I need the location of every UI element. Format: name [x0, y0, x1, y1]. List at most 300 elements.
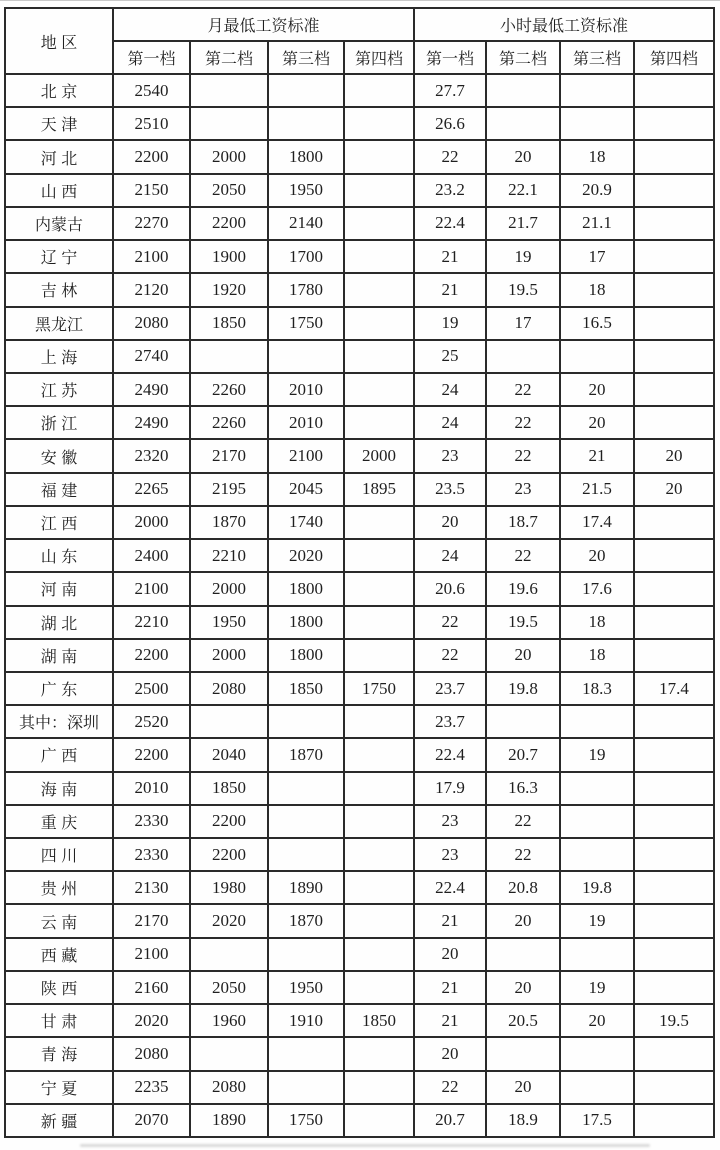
monthly-value-cell	[344, 240, 414, 273]
hourly-value-cell	[560, 1071, 634, 1104]
table-row	[5, 705, 714, 738]
monthly-value-cell: 1895	[344, 473, 414, 506]
hourly-value-cell: 20.8	[486, 871, 560, 904]
hourly-value-cell: 22	[414, 140, 486, 173]
monthly-value-cell	[190, 340, 268, 373]
table-row	[5, 74, 714, 107]
table-row	[5, 738, 714, 771]
hourly-value-cell	[634, 406, 714, 439]
monthly-value-cell: 2510	[113, 107, 190, 140]
monthly-value-cell: 1900	[190, 240, 268, 273]
region-cell: 新 疆	[5, 1104, 113, 1137]
hourly-value-cell: 18	[560, 140, 634, 173]
hourly-value-cell: 20.6	[414, 572, 486, 605]
region-cell: 四 川	[5, 838, 113, 871]
monthly-value-cell: 2330	[113, 805, 190, 838]
hourly-value-cell: 22.4	[414, 207, 486, 240]
region-cell: 广 东	[5, 672, 113, 705]
hourly-value-cell: 20	[560, 406, 634, 439]
hourly-value-cell: 18.3	[560, 672, 634, 705]
hourly-value-cell	[634, 307, 714, 340]
hourly-value-cell	[486, 107, 560, 140]
monthly-value-cell: 1920	[190, 273, 268, 306]
monthly-value-cell: 1870	[268, 904, 344, 937]
hourly-value-cell: 19.8	[486, 672, 560, 705]
monthly-value-cell	[344, 207, 414, 240]
table-row	[5, 506, 714, 539]
hourly-value-cell: 20	[560, 373, 634, 406]
monthly-value-cell: 2200	[113, 639, 190, 672]
region-cell: 湖 北	[5, 606, 113, 639]
monthly-value-cell	[344, 174, 414, 207]
hourly-value-cell	[634, 539, 714, 572]
hourly-value-cell	[486, 74, 560, 107]
hourly-value-cell: 20.7	[414, 1104, 486, 1137]
monthly-value-cell	[268, 1071, 344, 1104]
hourly-value-cell: 21	[414, 1004, 486, 1037]
hourly-value-cell	[634, 871, 714, 904]
table-row	[5, 107, 714, 140]
monthly-value-cell: 1850	[344, 1004, 414, 1037]
table-row	[5, 174, 714, 207]
monthly-value-cell: 1950	[190, 606, 268, 639]
hourly-value-cell: 20.7	[486, 738, 560, 771]
monthly-value-cell: 2080	[113, 307, 190, 340]
monthly-value-cell: 2260	[190, 406, 268, 439]
hourly-value-cell: 18.7	[486, 506, 560, 539]
monthly-value-cell: 2320	[113, 439, 190, 472]
hourly-value-cell: 20	[414, 938, 486, 971]
hourly-value-cell: 22	[486, 373, 560, 406]
monthly-value-cell: 1750	[268, 1104, 344, 1137]
monthly-value-cell	[190, 107, 268, 140]
hourly-value-cell: 26.6	[414, 107, 486, 140]
monthly-value-cell	[190, 938, 268, 971]
hourly-tier2-header: 第二档	[486, 41, 560, 74]
table-row	[5, 406, 714, 439]
monthly-value-cell: 2540	[113, 74, 190, 107]
monthly-value-cell: 2000	[344, 439, 414, 472]
monthly-value-cell: 2500	[113, 672, 190, 705]
table-row	[5, 871, 714, 904]
table-row	[5, 772, 714, 805]
hourly-value-cell	[634, 639, 714, 672]
hourly-value-cell: 24	[414, 406, 486, 439]
monthly-value-cell	[190, 705, 268, 738]
monthly-tier4-header: 第四档	[344, 41, 414, 74]
table-row	[5, 672, 714, 705]
hourly-value-cell	[634, 838, 714, 871]
hourly-value-cell	[634, 971, 714, 1004]
region-cell: 西 藏	[5, 938, 113, 971]
monthly-value-cell: 2080	[190, 1071, 268, 1104]
monthly-value-cell	[344, 904, 414, 937]
region-cell: 黑龙江	[5, 307, 113, 340]
hourly-tier3-header: 第三档	[560, 41, 634, 74]
hourly-value-cell: 23	[414, 805, 486, 838]
monthly-value-cell: 2160	[113, 971, 190, 1004]
hourly-value-cell	[560, 705, 634, 738]
monthly-value-cell: 1890	[268, 871, 344, 904]
monthly-value-cell: 2045	[268, 473, 344, 506]
monthly-value-cell	[344, 838, 414, 871]
hourly-value-cell: 19	[560, 738, 634, 771]
monthly-value-cell	[344, 639, 414, 672]
hourly-value-cell: 20	[486, 971, 560, 1004]
hourly-value-cell: 21	[414, 273, 486, 306]
monthly-value-cell	[344, 705, 414, 738]
hourly-value-cell: 20	[634, 473, 714, 506]
monthly-value-cell	[344, 606, 414, 639]
monthly-value-cell	[344, 506, 414, 539]
monthly-value-cell	[344, 273, 414, 306]
hourly-value-cell: 19.5	[486, 606, 560, 639]
monthly-value-cell: 1700	[268, 240, 344, 273]
hourly-value-cell: 19	[486, 240, 560, 273]
monthly-value-cell: 2080	[113, 1037, 190, 1070]
monthly-tier1-header: 第一档	[113, 41, 190, 74]
monthly-value-cell	[268, 340, 344, 373]
monthly-value-cell: 2260	[190, 373, 268, 406]
monthly-value-cell: 2150	[113, 174, 190, 207]
hourly-value-cell: 17.4	[560, 506, 634, 539]
hourly-value-cell: 17	[486, 307, 560, 340]
hourly-value-cell: 23.7	[414, 672, 486, 705]
table-row	[5, 307, 714, 340]
region-cell: 河 北	[5, 140, 113, 173]
hourly-value-cell: 20.9	[560, 174, 634, 207]
monthly-value-cell	[268, 705, 344, 738]
hourly-value-cell	[634, 805, 714, 838]
hourly-value-cell: 19.5	[486, 273, 560, 306]
monthly-value-cell: 2200	[113, 738, 190, 771]
hourly-value-cell	[634, 1071, 714, 1104]
region-cell: 海 南	[5, 772, 113, 805]
monthly-value-cell: 2120	[113, 273, 190, 306]
hourly-value-cell: 19	[414, 307, 486, 340]
monthly-value-cell: 2200	[190, 838, 268, 871]
hourly-value-cell	[634, 772, 714, 805]
table-row	[5, 938, 714, 971]
monthly-value-cell: 2010	[113, 772, 190, 805]
monthly-value-cell: 2040	[190, 738, 268, 771]
region-cell: 内蒙古	[5, 207, 113, 240]
monthly-value-cell	[344, 107, 414, 140]
hourly-value-cell	[634, 207, 714, 240]
hourly-value-cell	[486, 705, 560, 738]
hourly-value-cell: 22	[414, 639, 486, 672]
monthly-tier3-header: 第三档	[268, 41, 344, 74]
table-row	[5, 572, 714, 605]
hourly-value-cell: 19	[560, 971, 634, 1004]
monthly-value-cell: 1800	[268, 572, 344, 605]
monthly-value-cell: 2490	[113, 406, 190, 439]
monthly-value-cell: 2235	[113, 1071, 190, 1104]
monthly-value-cell	[344, 805, 414, 838]
table-header	[5, 8, 714, 74]
monthly-value-cell	[344, 539, 414, 572]
monthly-value-cell: 1850	[190, 772, 268, 805]
monthly-value-cell	[344, 871, 414, 904]
region-column-header: 地 区	[5, 8, 113, 74]
monthly-value-cell	[344, 572, 414, 605]
monthly-value-cell: 2270	[113, 207, 190, 240]
table-row	[5, 439, 714, 472]
monthly-value-cell: 2000	[190, 140, 268, 173]
hourly-value-cell: 16.3	[486, 772, 560, 805]
monthly-value-cell	[344, 738, 414, 771]
hourly-value-cell	[560, 74, 634, 107]
monthly-value-cell: 1950	[268, 971, 344, 1004]
monthly-value-cell: 2020	[190, 904, 268, 937]
hourly-value-cell: 21	[414, 904, 486, 937]
hourly-value-cell	[634, 904, 714, 937]
hourly-value-cell: 17.9	[414, 772, 486, 805]
monthly-value-cell: 1800	[268, 606, 344, 639]
monthly-value-cell	[190, 74, 268, 107]
table-body	[5, 74, 714, 1137]
region-cell: 宁 夏	[5, 1071, 113, 1104]
hourly-value-cell: 20	[414, 1037, 486, 1070]
region-cell: 天 津	[5, 107, 113, 140]
hourly-value-cell: 20	[560, 539, 634, 572]
hourly-value-cell: 20	[560, 1004, 634, 1037]
monthly-value-cell: 1800	[268, 639, 344, 672]
hourly-value-cell: 23	[414, 439, 486, 472]
monthly-value-cell: 2400	[113, 539, 190, 572]
monthly-value-cell	[268, 1037, 344, 1070]
hourly-value-cell: 19.5	[634, 1004, 714, 1037]
hourly-value-cell: 22.1	[486, 174, 560, 207]
monthly-value-cell: 2210	[113, 606, 190, 639]
hourly-value-cell: 21	[414, 971, 486, 1004]
hourly-value-cell	[560, 938, 634, 971]
hourly-value-cell: 22	[486, 406, 560, 439]
hourly-value-cell: 22	[486, 805, 560, 838]
hourly-value-cell: 17.4	[634, 672, 714, 705]
region-cell: 其中：深圳	[5, 705, 113, 738]
monthly-value-cell	[344, 373, 414, 406]
table-row	[5, 373, 714, 406]
hourly-value-cell: 22	[414, 1071, 486, 1104]
table-row	[5, 805, 714, 838]
table-row	[5, 207, 714, 240]
monthly-value-cell	[344, 1104, 414, 1137]
hourly-value-cell: 20	[634, 439, 714, 472]
region-cell: 陕 西	[5, 971, 113, 1004]
monthly-value-cell	[344, 74, 414, 107]
monthly-value-cell: 2740	[113, 340, 190, 373]
hourly-value-cell: 22	[414, 606, 486, 639]
monthly-value-cell: 2100	[113, 240, 190, 273]
monthly-value-cell: 2170	[190, 439, 268, 472]
monthly-value-cell: 1740	[268, 506, 344, 539]
hourly-value-cell: 17.6	[560, 572, 634, 605]
table-row	[5, 240, 714, 273]
hourly-value-cell	[634, 174, 714, 207]
hourly-value-cell	[634, 1104, 714, 1137]
hourly-value-cell: 20	[486, 904, 560, 937]
table-row	[5, 273, 714, 306]
monthly-value-cell: 2010	[268, 373, 344, 406]
hourly-value-cell	[634, 74, 714, 107]
hourly-value-cell	[634, 373, 714, 406]
hourly-value-cell: 21.1	[560, 207, 634, 240]
region-cell: 湖 南	[5, 639, 113, 672]
hourly-value-cell: 19	[560, 904, 634, 937]
hourly-value-cell	[486, 1037, 560, 1070]
hourly-value-cell: 19.6	[486, 572, 560, 605]
monthly-value-cell: 2070	[113, 1104, 190, 1137]
monthly-value-cell	[344, 1037, 414, 1070]
hourly-value-cell: 21	[560, 439, 634, 472]
hourly-value-cell: 21.7	[486, 207, 560, 240]
monthly-value-cell: 2020	[268, 539, 344, 572]
region-cell: 重 庆	[5, 805, 113, 838]
hourly-value-cell	[634, 572, 714, 605]
region-cell: 江 西	[5, 506, 113, 539]
monthly-value-cell	[344, 406, 414, 439]
monthly-value-cell	[268, 107, 344, 140]
hourly-tier1-header: 第一档	[414, 41, 486, 74]
monthly-value-cell: 2020	[113, 1004, 190, 1037]
region-cell: 浙 江	[5, 406, 113, 439]
table-row	[5, 473, 714, 506]
hourly-value-cell: 18	[560, 273, 634, 306]
table-row	[5, 1104, 714, 1137]
region-cell: 山 东	[5, 539, 113, 572]
region-cell: 安 徽	[5, 439, 113, 472]
monthly-value-cell	[344, 307, 414, 340]
monthly-value-cell: 1750	[268, 307, 344, 340]
hourly-value-cell	[634, 938, 714, 971]
hourly-value-cell	[560, 805, 634, 838]
hourly-value-cell: 16.5	[560, 307, 634, 340]
monthly-value-cell: 1870	[268, 738, 344, 771]
region-cell: 甘 肃	[5, 1004, 113, 1037]
monthly-value-cell	[190, 1037, 268, 1070]
hourly-value-cell: 23	[486, 473, 560, 506]
scan-artifact-top	[0, 0, 720, 1]
hourly-value-cell	[634, 240, 714, 273]
minimum-wage-table	[4, 7, 715, 1138]
monthly-value-cell: 2490	[113, 373, 190, 406]
region-cell: 广 西	[5, 738, 113, 771]
hourly-value-cell: 22	[486, 539, 560, 572]
monthly-value-cell	[344, 140, 414, 173]
hourly-value-cell: 18.9	[486, 1104, 560, 1137]
table-row	[5, 904, 714, 937]
hourly-value-cell: 17.5	[560, 1104, 634, 1137]
monthly-value-cell: 2100	[268, 439, 344, 472]
monthly-value-cell: 1890	[190, 1104, 268, 1137]
table-row	[5, 1004, 714, 1037]
monthly-value-cell	[268, 772, 344, 805]
monthly-value-cell	[344, 971, 414, 1004]
hourly-value-cell: 18	[560, 606, 634, 639]
table-row	[5, 340, 714, 373]
monthly-value-cell	[268, 938, 344, 971]
hourly-value-cell: 20	[486, 140, 560, 173]
hourly-value-cell	[560, 107, 634, 140]
hourly-group-header: 小时最低工资标准	[414, 8, 714, 41]
table-row	[5, 606, 714, 639]
hourly-value-cell: 22.4	[414, 738, 486, 771]
monthly-value-cell: 2000	[190, 572, 268, 605]
hourly-value-cell: 20	[486, 1071, 560, 1104]
monthly-value-cell: 2200	[190, 805, 268, 838]
region-cell: 上 海	[5, 340, 113, 373]
region-cell: 山 西	[5, 174, 113, 207]
region-cell: 贵 州	[5, 871, 113, 904]
monthly-value-cell: 2140	[268, 207, 344, 240]
region-cell: 河 南	[5, 572, 113, 605]
monthly-value-cell: 2200	[190, 207, 268, 240]
hourly-value-cell	[560, 1037, 634, 1070]
monthly-value-cell: 2080	[190, 672, 268, 705]
hourly-value-cell: 22	[486, 838, 560, 871]
monthly-value-cell: 2520	[113, 705, 190, 738]
monthly-value-cell	[268, 805, 344, 838]
hourly-value-cell: 25	[414, 340, 486, 373]
hourly-value-cell: 27.7	[414, 74, 486, 107]
monthly-value-cell: 2170	[113, 904, 190, 937]
monthly-value-cell: 1780	[268, 273, 344, 306]
monthly-value-cell: 1750	[344, 672, 414, 705]
hourly-value-cell	[486, 938, 560, 971]
monthly-value-cell: 1850	[268, 672, 344, 705]
hourly-value-cell: 20	[414, 506, 486, 539]
monthly-value-cell: 1910	[268, 1004, 344, 1037]
hourly-value-cell: 17	[560, 240, 634, 273]
hourly-value-cell	[634, 705, 714, 738]
table-row	[5, 1071, 714, 1104]
monthly-value-cell: 2000	[113, 506, 190, 539]
monthly-value-cell: 1950	[268, 174, 344, 207]
hourly-value-cell	[560, 772, 634, 805]
monthly-value-cell: 2100	[113, 572, 190, 605]
monthly-value-cell: 2130	[113, 871, 190, 904]
hourly-value-cell: 22.4	[414, 871, 486, 904]
table-row	[5, 140, 714, 173]
monthly-value-cell	[344, 938, 414, 971]
region-cell: 辽 宁	[5, 240, 113, 273]
hourly-value-cell	[634, 140, 714, 173]
hourly-value-cell: 24	[414, 539, 486, 572]
monthly-value-cell	[268, 838, 344, 871]
monthly-value-cell	[344, 772, 414, 805]
monthly-value-cell	[344, 1071, 414, 1104]
monthly-value-cell: 1870	[190, 506, 268, 539]
hourly-value-cell: 21	[414, 240, 486, 273]
region-cell: 青 海	[5, 1037, 113, 1070]
hourly-tier4-header: 第四档	[634, 41, 714, 74]
scan-artifact-bottom	[80, 1144, 650, 1147]
group-header-row	[5, 8, 714, 41]
hourly-value-cell: 23.2	[414, 174, 486, 207]
monthly-value-cell: 2050	[190, 174, 268, 207]
monthly-value-cell: 1850	[190, 307, 268, 340]
hourly-value-cell: 23.5	[414, 473, 486, 506]
table-row	[5, 838, 714, 871]
hourly-value-cell: 18	[560, 639, 634, 672]
table-row	[5, 639, 714, 672]
monthly-value-cell: 1800	[268, 140, 344, 173]
hourly-value-cell	[634, 606, 714, 639]
monthly-value-cell: 2200	[113, 140, 190, 173]
monthly-value-cell: 2050	[190, 971, 268, 1004]
hourly-value-cell: 22	[486, 439, 560, 472]
